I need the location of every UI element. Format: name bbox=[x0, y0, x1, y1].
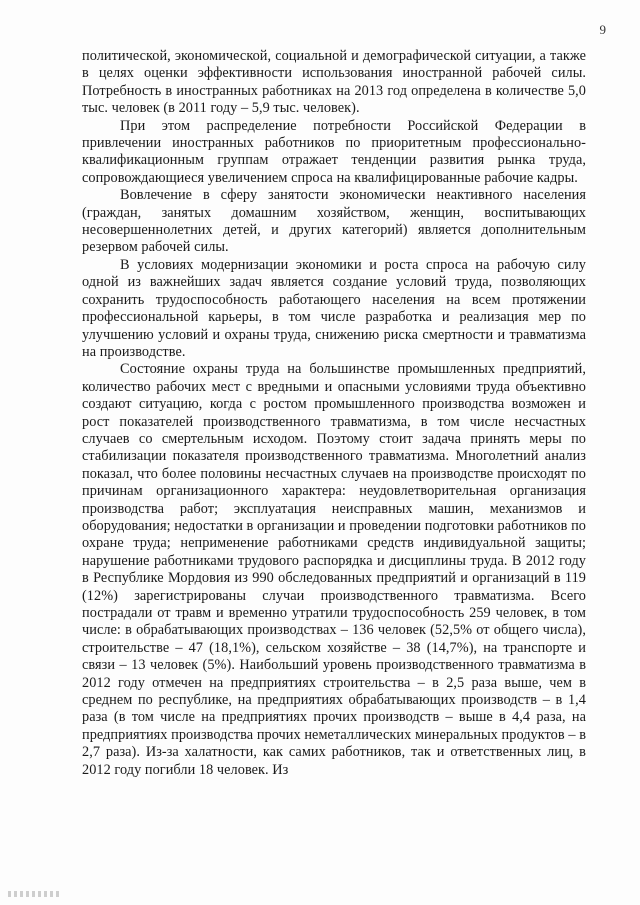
paragraph-2: При этом распределение потребности Российской Федерации в привлечении иностранных работников по приоритетным профессионально-квалификационным группам отражает тенденции развития рынка труда, сопровождающиеся увеличением спроса на квалифицированные рабочие кадры. bbox=[82, 117, 586, 186]
document-body bbox=[82, 48, 586, 779]
scan-artifact bbox=[8, 891, 60, 897]
paragraph-5: Состояние охраны труда на большинстве промышленных предприятий, количество рабочих мест с вредными и опасными условиями труда объективно создают ситуацию, когда с ростом промышленного производства возможен и рост показателей производственного травматизма, в том числе несчастных случаев со смертельным исходом. Поэтому стоит задача принять меры по стабилизации показателя производственного травматизма. Многолетний анализ показал, что более половины несчастных случаев на производстве происходят по причинам организационного характера: неудовлетворительная организация производства работ; эксплуатация неисправных машин, механизмов и оборудования; недостатки в организации и проведении подготовки работников по охране труда; неприменение работниками средств индивидуальной защиты; нарушение работниками трудового распорядка и дисциплины труда. В 2012 году в Республике Мордовия из 990 обследованных предприятий и организаций в 119 (12%) зарегистрированы случаи производственного травматизма. Всего пострадали от травм и временно утратили трудоспособность 259 человек, в том числе: в обрабатывающих производствах – 136 человек (52,5% от общего числа), строительстве – 47 (18,1%), сельском хозяйстве – 38 (14,7%), на транспорте и связи – 13 человек (5%). Наибольший уровень производственного травматизма в 2012 году отмечен на предприятиях строительства – в 2,5 раза выше, чем в среднем по республике, на предприятиях обрабатывающих производств – в 1,4 раза (в том числе на предприятиях прочих производств – выше в 4,4 раза, на предприятиях производства прочих неметаллических минеральных продуктов – в 2,7 раза). Из-за халатности, как самих работников, так и ответственных лиц, в 2012 году погибли 18 человек. Из bbox=[82, 361, 586, 778]
paragraph-3: Вовлечение в сферу занятости экономически неактивного населения (граждан, занятых домашним хозяйством, женщин, воспитывающих несовершеннолетних детей, и других категорий) является дополнительным резервом рабочей силы. bbox=[82, 187, 586, 256]
paragraph-1: политической, экономической, социальной и демографической ситуации, а также в целях оценки эффективности использования иностранной рабочей силы. Потребность в иностранных работниках на 2013 год определена в количестве 5,0 тыс. человек (в 2011 году – 5,9 тыс. человек). bbox=[82, 48, 586, 117]
paragraph-4: В условиях модернизации экономики и роста спроса на рабочую силу одной из важнейших задач является создание условий труда, позволяющих сохранить трудоспособность работающего населения на всем протяжении профессиональной карьеры, в том числе разработка и реализация мер по улучшению условий и охраны труда, снижению риска смертности и травматизма на производстве. bbox=[82, 256, 586, 360]
page-number: 9 bbox=[599, 22, 606, 37]
